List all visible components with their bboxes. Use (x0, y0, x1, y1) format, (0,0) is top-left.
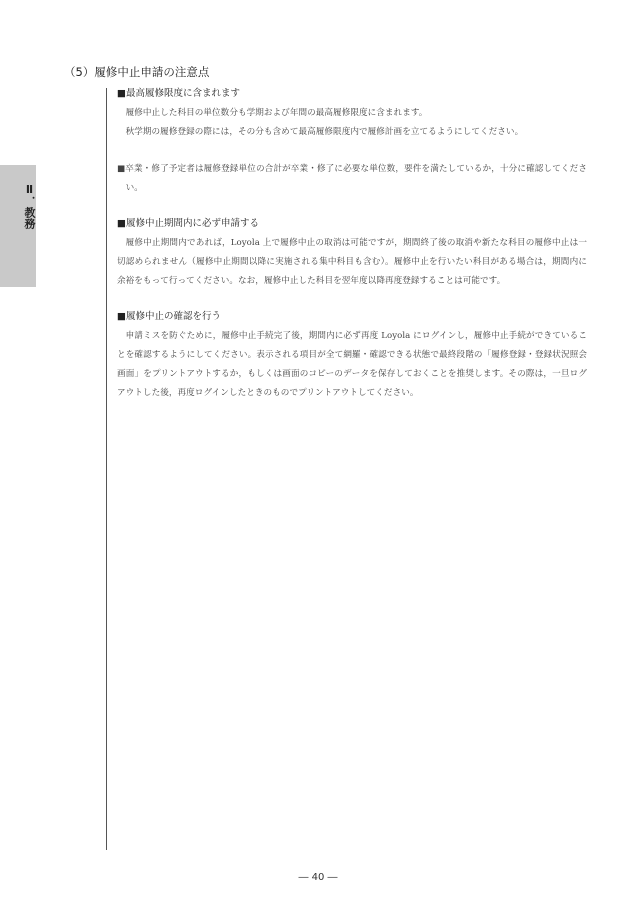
page-number: ― 40 ― (298, 872, 338, 883)
chapter-side-tab-label: Ⅱ．教務 (23, 183, 36, 229)
paragraph: 履修中止した科目の単位数分も学期および年間の最高履修限度に含まれます。 (125, 108, 428, 118)
block-graduation-check (117, 160, 587, 198)
block-heading: ■履修中止の確認を行う (117, 311, 221, 322)
paragraph: 申請ミスを防ぐために，履修中止手続完了後，期間内に必ず再度 Loyola にログインし，履修中止手続ができていることを確認するようにしてください。表示される項目が全て網羅・確認できる状態で最終段階の「履修登録・登録状況照会画面」をプリントアウトするか，もしくは画面のコピーのデータを保存しておくことを推奨します。その際は，一旦ログアウトした後，再度ログインしたときのものでプリントアウトしてください。 (117, 331, 587, 398)
block-heading: ■最高履修限度に含まれます (117, 88, 240, 99)
paragraph: 履修中止期間内であれば，Loyola 上で履修中止の取消は可能ですが，期間終了後の取消や新たな科目の履修中止は一切認められません（履修中止期間以降に実施される集中科目も含む）。履修中止を行いたい科目がある場合は，期間内に余裕をもって行ってください。なお，履修中止した科目を翌年度以降再度登録することは可能です。 (117, 238, 587, 286)
block-confirm-withdrawal (117, 309, 587, 403)
block-max-credit-limit (117, 86, 587, 142)
margin-rule (106, 88, 107, 850)
block-heading: ■履修中止期間内に必ず申請する (117, 218, 259, 229)
section-title: （5）履修中止申請の注意点 (64, 65, 210, 79)
bullet-paragraph: ■卒業・修了予定者は履修登録単位の合計が卒業・修了に必要な単位数，要件を満たしているか，十分に確認してください。 (117, 164, 587, 193)
section-content (117, 86, 587, 421)
chapter-side-tab (0, 165, 36, 287)
block-apply-within-period (117, 216, 587, 291)
paragraph: 秋学期の履修登録の際には，その分も含めて最高履修限度内で履修計画を立てるようにしてください。 (125, 127, 524, 137)
